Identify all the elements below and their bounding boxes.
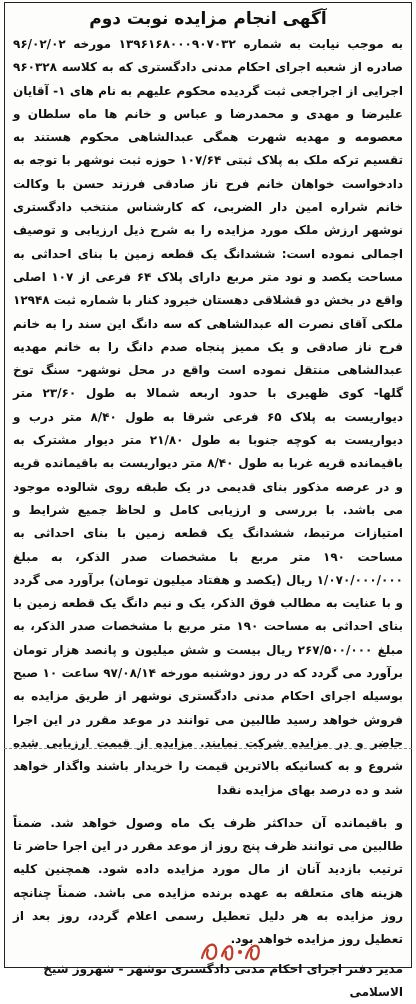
notice-body: به موجب نیابت به شماره ۱۳۹۶۱۶۸۰۰۰۹۰۷۰۳۲ مورخه ۹۶/۰۲/۰۲ صادره از شعبه اجرای احکام مدنی دادگستری که به کلاسه ۹۶۰۳۲۸ اجرایی از اجراجعی ثبت گردیده محکوم علیهم به نام های ۱- آقایان علیرضا و مهدی و محمدرضا و عباس و خانم ها ماه سلطان و معصومه و مهدیه شهرت همگی عبدالشاهی محکوم هستند به تقسیم ترکه ملک به پلاک ثبتی ۱۰۷/۶۴ حوزه ثبت نوشهر با توجه به دادخواست خواهان خانم فرح ناز صادقی فرزند حسن با وکالت خانم شراره امین دار الضربی، که کارشناس منتخب دادگستری نوشهر ارزش ملک مورد مزایده را به شرح ذیل ارزیابی و توصیف اجمالی نموده است: ششدانگ یک قطعه زمین با بنای احداثی به مساحت یکصد و نود متر مربع دارای پلاک ۶۴ فرعی از ۱۰۷ اصلی واقع در بخش دو قشلاقی دهستان خیرود کنار با شماره ثبت ۱۲۹۴۸ ملکی آقای نصرت اله عبدالشاهی که سه دانگ این سند را به خانم فرح ناز صادقی و یک ممیز پنجاه صدم دانگ را به خانم مهدیه عبدالشاهی منتقل نموده است واقع در محل نوشهر- سنگ توخ گلها- کوی ظهیری با حدود اربعه شمالا به طول ۲۳/۶۰ متر دیواریست به پلاک ۶۵ فرعی شرقا به طول ۸/۴۰ متر درب و دیواریست به کوچه جنوبا به طول ۲۱/۸۰ متر دیوار مشترک به باقیمانده قریه غربا به طول ۸/۴۰ متر دیواریست به باقیمانده قریه و در عرصه مذکور بنای قدیمی در یک طبقه روی شالوده موجود می باشد. با بررسی و ارزیابی کامل و لحاظ جمیع شرایط و امتیازات مرتبط، ششدانگ یک قطعه زمین با بنای احداثی به مساحت ۱۹۰ متر مربع با مشخصات صدر الذکر، به مبلغ ۱/۰۷۰/۰۰۰/۰۰۰ ریال (یکصد و هفتاد میلیون تومان) برآورد می گردد و با عنایت به مطالب فوق الذکر، یک و نیم دانگ یک قطعه زمین با بنای احداثی به مساحت ۱۹۰ متر مربع با مشخصات صدر الذکر، به مبلغ ۲۶۷/۵۰۰/۰۰۰ ریال بیست و شش میلیون و پانصد هزار تومان برآورد می گردد که در روز دوشنبه مورخه ۹۷/۰۸/۱۴ ساعت ۱۰ صبح بوسیله اجرای احکام مدنی دادگستری نوشهر از طریق مزایده به فروش خواهد رسید طالبین می توانند در موعد مقرر در این اجرا حاضر و در مزایده شرکت نمایند. مزایده از قیمت ارزیابی شده شروع و به کسانیکه بالاترین قیمت را خریدار باشند واگذار خواهد شد و ده درصد بهای مزایده نقدا (13, 37, 404, 797)
handwritten-mark (196, 932, 266, 966)
section-divider (4, 748, 412, 749)
notice-signature: مدیر دفتر اجرای احکام مدنی دادگستری نوشهر - شهروز شیخ الاسلامی (43, 961, 403, 999)
auction-notice (4, 2, 412, 999)
notice-title: آگهی انجام مزایده نوبت دوم (89, 9, 327, 29)
notice-continuation: و باقیمانده آن حداکثر ظرف یک ماه وصول خواهد شد. ضمناً طالبین می توانند ظرف پنج روز از موعد مقرر در این اجرا حاضر تا ترتیب بازدید آنان از مال مورد مزایده داده شود. همچنین کلیه هزینه های متعلقه به عهده برنده مزایده می باشد. ضمناً چنانچه روز مزایده به هر دلیل تعطیل رسمی اعلام گردد، روز بعد از تعطیل روز مزایده خواهد بود. (13, 815, 403, 947)
